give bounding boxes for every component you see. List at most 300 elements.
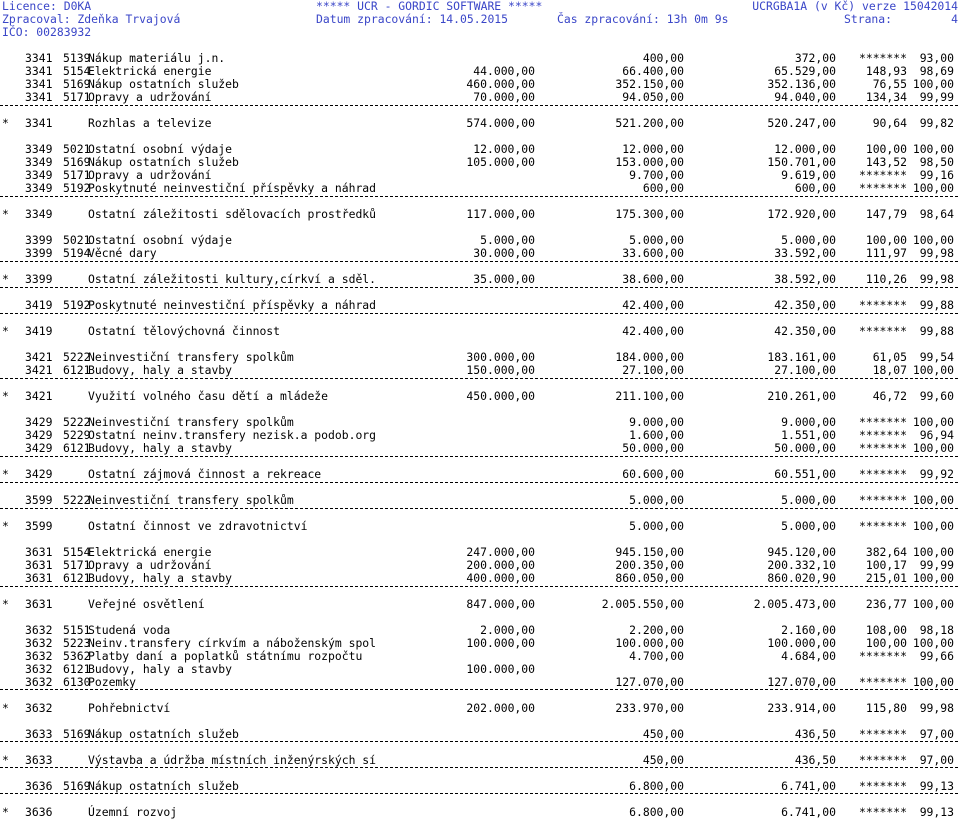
table-row — [0, 494, 960, 507]
item-name: Neinvestiční transfery spolkům — [88, 350, 294, 364]
pct-adjusted: 99,98 — [919, 246, 954, 260]
paragraph-code: 3599 — [25, 493, 53, 507]
table-row — [0, 728, 960, 741]
approved-budget: 100.000,00 — [466, 662, 535, 676]
adjusted-budget: 2.200,00 — [629, 623, 684, 637]
item-name: Pozemky — [88, 675, 137, 689]
star-marker: * — [2, 207, 9, 221]
processing-time: Čas zpracování: 13h 0m 9s — [557, 12, 729, 26]
processing-date: Datum zpracování: 14.05.2015 — [316, 12, 509, 26]
pct-adjusted: 93,00 — [919, 51, 954, 65]
pct-adjusted: 99,88 — [919, 298, 954, 312]
paragraph-code: 3349 — [25, 207, 53, 221]
paragraph-code: 3341 — [25, 77, 53, 91]
processor-label: Zpracoval: Zdeňka Trvajová — [2, 12, 181, 26]
table-row — [0, 780, 960, 793]
pct-adjusted: 99,16 — [919, 168, 954, 182]
pct-adjusted: 100,00 — [912, 142, 954, 156]
approved-budget: 44.000,00 — [473, 64, 535, 78]
approved-budget: 35.000,00 — [473, 272, 535, 286]
paragraph-name: Pohřebnictví — [88, 701, 171, 715]
paragraph-code: 3421 — [25, 363, 53, 377]
pct-adjusted: 100,00 — [912, 363, 954, 377]
paragraph-code: 3429 — [25, 467, 53, 481]
approved-budget: 200.000,00 — [466, 558, 535, 572]
item-code: 5222 — [63, 350, 91, 364]
pct-adjusted: 99,98 — [919, 701, 954, 715]
item-code: 6121 — [63, 571, 91, 585]
adjusted-budget: 5.000,00 — [629, 519, 684, 533]
item-code: 5222 — [63, 415, 91, 429]
pct-approved: 18,07 — [872, 363, 907, 377]
pct-approved: ******* — [858, 675, 907, 689]
actual-amount: 150.701,00 — [767, 155, 836, 169]
adjusted-budget: 521.200,00 — [615, 116, 684, 130]
paragraph-code: 3341 — [25, 64, 53, 78]
item-code: 5139 — [63, 51, 91, 65]
pct-approved: 100,00 — [865, 233, 907, 247]
pct-adjusted: 99,13 — [919, 805, 954, 819]
item-name: Opravy a udržování — [88, 558, 212, 572]
item-name: Budovy, haly a stavby — [88, 662, 233, 676]
actual-amount: 172.920,00 — [767, 207, 836, 221]
approved-budget: 400.000,00 — [466, 571, 535, 585]
pct-adjusted: 100,00 — [912, 181, 954, 195]
pct-adjusted: 99,99 — [919, 90, 954, 104]
star-marker: * — [2, 272, 9, 286]
adjusted-budget: 600,00 — [642, 181, 684, 195]
dashed-separator — [0, 508, 958, 509]
pct-adjusted: 100,00 — [912, 571, 954, 585]
paragraph-code: 3421 — [25, 350, 53, 364]
adjusted-budget: 1.600,00 — [629, 428, 684, 442]
actual-amount: 65.529,00 — [774, 64, 836, 78]
item-code: 5169 — [63, 77, 91, 91]
pct-adjusted: 99,13 — [919, 779, 954, 793]
page-number: 4 — [951, 12, 958, 26]
adjusted-budget: 38.600,00 — [622, 272, 684, 286]
adjusted-budget: 175.300,00 — [615, 207, 684, 221]
actual-amount: 200.332,10 — [767, 558, 836, 572]
adjusted-budget: 184.000,00 — [615, 350, 684, 364]
item-code: 5021 — [63, 233, 91, 247]
pct-approved: ******* — [858, 441, 907, 455]
table-row — [0, 676, 960, 689]
paragraph-code: 3419 — [25, 324, 53, 338]
actual-amount: 520.247,00 — [767, 116, 836, 130]
paragraph-code: 3419 — [25, 298, 53, 312]
table-row — [0, 182, 960, 195]
item-code: 5192 — [63, 181, 91, 195]
approved-budget: 460.000,00 — [466, 77, 535, 91]
item-code: 5151 — [63, 623, 91, 637]
dashed-separator — [0, 313, 958, 314]
pct-adjusted: 100,00 — [912, 519, 954, 533]
pct-adjusted: 97,00 — [919, 753, 954, 767]
actual-amount: 2.005.473,00 — [753, 597, 836, 611]
adjusted-budget: 66.400,00 — [622, 64, 684, 78]
adjusted-budget: 5.000,00 — [629, 493, 684, 507]
paragraph-name: Výstavba a údržba místních inženýrských sí — [88, 753, 377, 767]
item-code: 5223 — [63, 636, 91, 650]
actual-amount: 5.000,00 — [781, 493, 836, 507]
approved-budget: 105.000,00 — [466, 155, 535, 169]
paragraph-code: 3631 — [25, 597, 53, 611]
item-name: Elektrická energie — [88, 64, 212, 78]
star-marker: * — [2, 116, 9, 130]
dashed-separator — [0, 482, 958, 483]
star-marker: * — [2, 701, 9, 715]
pct-adjusted: 100,00 — [912, 493, 954, 507]
pct-approved: ******* — [858, 181, 907, 195]
paragraph-name: Ostatní tělovýchovná činnost — [88, 324, 281, 338]
actual-amount: 60.551,00 — [774, 467, 836, 481]
pct-approved: ******* — [858, 519, 907, 533]
dashed-separator — [0, 378, 958, 379]
actual-amount: 436,50 — [794, 727, 836, 741]
subtotal-row — [0, 754, 960, 767]
pct-adjusted: 99,99 — [919, 558, 954, 572]
pct-adjusted: 100,00 — [912, 441, 954, 455]
item-code: 5169 — [63, 155, 91, 169]
actual-amount: 127.070,00 — [767, 675, 836, 689]
paragraph-code: 3632 — [25, 649, 53, 663]
adjusted-budget: 9.000,00 — [629, 415, 684, 429]
table-row — [0, 364, 960, 377]
paragraph-name: Veřejné osvětlení — [88, 597, 205, 611]
paragraph-code: 3421 — [25, 389, 53, 403]
paragraph-code: 3632 — [25, 662, 53, 676]
adjusted-budget: 60.600,00 — [622, 467, 684, 481]
item-name: Ostatní osobní výdaje — [88, 142, 233, 156]
actual-amount: 1.551,00 — [781, 428, 836, 442]
pct-approved: 108,00 — [865, 623, 907, 637]
actual-amount: 9.000,00 — [781, 415, 836, 429]
pct-adjusted: 99,92 — [919, 467, 954, 481]
adjusted-budget: 50.000,00 — [622, 441, 684, 455]
paragraph-code: 3349 — [25, 155, 53, 169]
pct-adjusted: 100,00 — [912, 233, 954, 247]
dashed-separator — [0, 767, 958, 768]
approved-budget: 70.000,00 — [473, 90, 535, 104]
dashed-separator — [0, 741, 958, 742]
paragraph-name: Ostatní záležitosti kultury,církví a sděl. — [88, 272, 377, 286]
paragraph-name: Ostatní činnost ve zdravotnictví — [88, 519, 308, 533]
dashed-separator — [0, 196, 958, 197]
paragraph-name: Ostatní zájmová činnost a rekreace — [88, 467, 322, 481]
item-code: 5171 — [63, 90, 91, 104]
pct-adjusted: 96,94 — [919, 428, 954, 442]
item-name: Opravy a udržování — [88, 90, 212, 104]
item-code: 5154 — [63, 64, 91, 78]
pct-adjusted: 97,00 — [919, 727, 954, 741]
adjusted-budget: 5.000,00 — [629, 233, 684, 247]
pct-approved: ******* — [858, 168, 907, 182]
pct-approved: 147,79 — [865, 207, 907, 221]
actual-amount: 27.100,00 — [774, 363, 836, 377]
pct-adjusted: 99,54 — [919, 350, 954, 364]
subtotal-row — [0, 390, 960, 403]
pct-adjusted: 100,00 — [912, 545, 954, 559]
actual-amount: 9.619,00 — [781, 168, 836, 182]
star-marker: * — [2, 753, 9, 767]
item-name: Budovy, haly a stavby — [88, 571, 233, 585]
adjusted-budget: 42.400,00 — [622, 324, 684, 338]
paragraph-code: 3632 — [25, 636, 53, 650]
paragraph-code: 3341 — [25, 116, 53, 130]
subtotal-row — [0, 702, 960, 715]
item-name: Nákup ostatních služeb — [88, 727, 239, 741]
approved-budget: 574.000,00 — [466, 116, 535, 130]
item-name: Budovy, haly a stavby — [88, 363, 233, 377]
star-marker: * — [2, 389, 9, 403]
item-name: Ostatní osobní výdaje — [88, 233, 233, 247]
adjusted-budget: 233.970,00 — [615, 701, 684, 715]
star-marker: * — [2, 467, 9, 481]
actual-amount: 100.000,00 — [767, 636, 836, 650]
adjusted-budget: 400,00 — [642, 51, 684, 65]
pct-approved: 215,01 — [865, 571, 907, 585]
pct-adjusted: 100,00 — [912, 675, 954, 689]
subtotal-row — [0, 208, 960, 221]
pct-approved: 148,93 — [865, 64, 907, 78]
approved-budget: 150.000,00 — [466, 363, 535, 377]
star-marker: * — [2, 324, 9, 338]
item-code: 5194 — [63, 246, 91, 260]
pct-approved: ******* — [858, 428, 907, 442]
actual-amount: 6.741,00 — [781, 779, 836, 793]
item-name: Platby daní a poplatků státnímu rozpočtu — [88, 649, 363, 663]
dashed-separator — [0, 261, 958, 262]
adjusted-budget: 100.000,00 — [615, 636, 684, 650]
adjusted-budget: 9.700,00 — [629, 168, 684, 182]
actual-amount: 12.000,00 — [774, 142, 836, 156]
adjusted-budget: 211.100,00 — [615, 389, 684, 403]
pct-approved: ******* — [858, 324, 907, 338]
pct-approved: 90,64 — [872, 116, 907, 130]
paragraph-code: 3636 — [25, 805, 53, 819]
table-row — [0, 299, 960, 312]
item-name: Nákup ostatních služeb — [88, 779, 239, 793]
header-line-2 — [0, 13, 960, 26]
report-code: UCRGBA1A (v Kč) verze 15042014 — [752, 0, 958, 13]
pct-adjusted: 98,50 — [919, 155, 954, 169]
pct-adjusted: 100,00 — [912, 636, 954, 650]
adjusted-budget: 12.000,00 — [622, 142, 684, 156]
actual-amount: 945.120,00 — [767, 545, 836, 559]
pct-approved: 115,80 — [865, 701, 907, 715]
paragraph-code: 3632 — [25, 701, 53, 715]
pct-approved: 236,77 — [865, 597, 907, 611]
paragraph-code: 3429 — [25, 428, 53, 442]
pct-approved: ******* — [858, 727, 907, 741]
paragraph-code: 3399 — [25, 233, 53, 247]
actual-amount: 38.592,00 — [774, 272, 836, 286]
pct-approved: 100,00 — [865, 636, 907, 650]
item-name: Elektrická energie — [88, 545, 212, 559]
approved-budget: 12.000,00 — [473, 142, 535, 156]
paragraph-code: 3631 — [25, 558, 53, 572]
adjusted-budget: 42.400,00 — [622, 298, 684, 312]
approved-budget: 202.000,00 — [466, 701, 535, 715]
paragraph-code: 3399 — [25, 272, 53, 286]
item-name: Neinv.transfery církvím a náboženským spol — [88, 636, 377, 650]
adjusted-budget: 33.600,00 — [622, 246, 684, 260]
actual-amount: 33.592,00 — [774, 246, 836, 260]
item-code: 5171 — [63, 558, 91, 572]
item-code: 5169 — [63, 727, 91, 741]
pct-adjusted: 98,69 — [919, 64, 954, 78]
paragraph-code: 3632 — [25, 675, 53, 689]
table-row — [0, 247, 960, 260]
paragraph-code: 3349 — [25, 181, 53, 195]
dashed-separator — [0, 793, 958, 794]
pct-adjusted: 98,64 — [919, 207, 954, 221]
adjusted-budget: 200.350,00 — [615, 558, 684, 572]
item-name: Poskytnuté neinvestiční příspěvky a náhrad — [88, 181, 377, 195]
paragraph-code: 3349 — [25, 142, 53, 156]
actual-amount: 50.000,00 — [774, 441, 836, 455]
actual-amount: 372,00 — [794, 51, 836, 65]
pct-approved: 100,17 — [865, 558, 907, 572]
adjusted-budget: 4.700,00 — [629, 649, 684, 663]
approved-budget: 300.000,00 — [466, 350, 535, 364]
item-code: 5021 — [63, 142, 91, 156]
paragraph-code: 3631 — [25, 545, 53, 559]
adjusted-budget: 2.005.550,00 — [601, 597, 684, 611]
pct-adjusted: 99,60 — [919, 389, 954, 403]
pct-approved: 111,97 — [865, 246, 907, 260]
paragraph-code: 3341 — [25, 90, 53, 104]
item-code: 6130 — [63, 675, 91, 689]
item-name: Neinvestiční transfery spolkům — [88, 415, 294, 429]
approved-budget: 247.000,00 — [466, 545, 535, 559]
program-title: ***** UCR - GORDIC SOFTWARE ***** — [316, 0, 543, 13]
item-code: 6121 — [63, 441, 91, 455]
actual-amount: 233.914,00 — [767, 701, 836, 715]
pct-adjusted: 99,88 — [919, 324, 954, 338]
approved-budget: 5.000,00 — [480, 233, 535, 247]
header-line-3 — [0, 26, 960, 39]
subtotal-row — [0, 117, 960, 130]
adjusted-budget: 27.100,00 — [622, 363, 684, 377]
actual-amount: 436,50 — [794, 753, 836, 767]
paragraph-code: 3632 — [25, 623, 53, 637]
paragraph-name: Využití volného času dětí a mládeže — [88, 389, 329, 403]
pct-approved: ******* — [858, 467, 907, 481]
actual-amount: 5.000,00 — [781, 519, 836, 533]
pct-approved: ******* — [858, 493, 907, 507]
pct-adjusted: 99,82 — [919, 116, 954, 130]
item-name: Budovy, haly a stavby — [88, 441, 233, 455]
actual-amount: 183.161,00 — [767, 350, 836, 364]
adjusted-budget: 450,00 — [642, 727, 684, 741]
actual-amount: 42.350,00 — [774, 298, 836, 312]
subtotal-row — [0, 273, 960, 286]
paragraph-code: 3636 — [25, 779, 53, 793]
dashed-separator — [0, 456, 958, 457]
pct-approved: ******* — [858, 805, 907, 819]
paragraph-code: 3349 — [25, 168, 53, 182]
pct-approved: 382,64 — [865, 545, 907, 559]
pct-approved: ******* — [858, 51, 907, 65]
table-row — [0, 442, 960, 455]
pct-approved: 61,05 — [872, 350, 907, 364]
item-code: 5169 — [63, 779, 91, 793]
actual-amount: 860.020,90 — [767, 571, 836, 585]
adjusted-budget: 352.150,00 — [615, 77, 684, 91]
table-row — [0, 572, 960, 585]
licence-label: Licence: D0KA — [2, 0, 92, 13]
table-row — [0, 91, 960, 104]
pct-approved: 46,72 — [872, 389, 907, 403]
subtotal-row — [0, 806, 960, 819]
actual-amount: 5.000,00 — [781, 233, 836, 247]
actual-amount: 4.684,00 — [781, 649, 836, 663]
item-code: 5192 — [63, 298, 91, 312]
adjusted-budget: 94.050,00 — [622, 90, 684, 104]
paragraph-code: 3341 — [25, 51, 53, 65]
pct-approved: 76,55 — [872, 77, 907, 91]
star-marker: * — [2, 805, 9, 819]
pct-adjusted: 100,00 — [912, 415, 954, 429]
item-name: Opravy a udržování — [88, 168, 212, 182]
paragraph-name: Územní rozvoj — [88, 805, 178, 819]
dashed-separator — [0, 287, 958, 288]
pct-approved: ******* — [858, 753, 907, 767]
paragraph-name: Ostatní záležitosti sdělovacích prostředků — [88, 207, 377, 221]
item-code: 5171 — [63, 168, 91, 182]
approved-budget: 450.000,00 — [466, 389, 535, 403]
pct-adjusted: 100,00 — [912, 597, 954, 611]
adjusted-budget: 450,00 — [642, 753, 684, 767]
subtotal-row — [0, 325, 960, 338]
paragraph-code: 3631 — [25, 571, 53, 585]
item-name: Studená voda — [88, 623, 171, 637]
actual-amount: 210.261,00 — [767, 389, 836, 403]
approved-budget: 117.000,00 — [466, 207, 535, 221]
paragraph-code: 3633 — [25, 727, 53, 741]
approved-budget: 2.000,00 — [480, 623, 535, 637]
adjusted-budget: 860.050,00 — [615, 571, 684, 585]
paragraph-name: Rozhlas a televize — [88, 116, 212, 130]
paragraph-code: 3599 — [25, 519, 53, 533]
item-code: 5229 — [63, 428, 91, 442]
item-name: Nákup materiálu j.n. — [88, 51, 226, 65]
adjusted-budget: 127.070,00 — [615, 675, 684, 689]
star-marker: * — [2, 597, 9, 611]
item-name: Neinvestiční transfery spolkům — [88, 493, 294, 507]
item-name: Ostatní neinv.transfery nezisk.a podob.org — [88, 428, 377, 442]
pct-approved: ******* — [858, 298, 907, 312]
paragraph-code: 3399 — [25, 246, 53, 260]
item-code: 6121 — [63, 662, 91, 676]
item-code: 5222 — [63, 493, 91, 507]
subtotal-row — [0, 520, 960, 533]
actual-amount: 2.160,00 — [781, 623, 836, 637]
pct-adjusted: 100,00 — [912, 77, 954, 91]
item-code: 5362 — [63, 649, 91, 663]
approved-budget: 847.000,00 — [466, 597, 535, 611]
pct-approved: ******* — [858, 779, 907, 793]
pct-approved: ******* — [858, 649, 907, 663]
adjusted-budget: 153.000,00 — [615, 155, 684, 169]
item-name: Nákup ostatních služeb — [88, 77, 239, 91]
pct-approved: ******* — [858, 415, 907, 429]
pct-approved: 100,00 — [865, 142, 907, 156]
item-name: Věcné dary — [88, 246, 157, 260]
actual-amount: 94.040,00 — [774, 90, 836, 104]
